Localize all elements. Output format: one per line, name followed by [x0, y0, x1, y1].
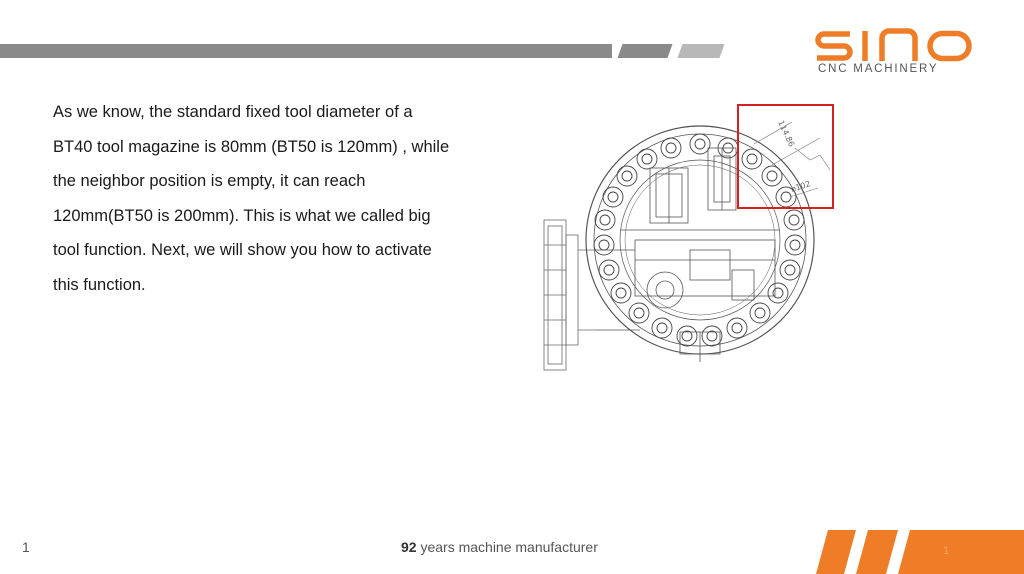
footer-page-number: 1 [22, 539, 30, 555]
footer-tagline-text: years machine manufacturer [416, 539, 598, 555]
dimension-label-114: 114.86 [776, 119, 797, 149]
header-bar-segment [617, 44, 672, 58]
dimension-label-102: ⌀102 [789, 179, 812, 194]
footer-tagline-bold: 92 [401, 539, 417, 555]
tool-magazine-drawing [540, 100, 840, 375]
logo-subtitle: CNC MACHINERY [818, 63, 939, 75]
footer-page-number-right: 1 [943, 545, 950, 557]
footer-orange-stripes [810, 530, 1024, 574]
slide-body-text: As we know, the standard fixed tool diameter of a BT40 tool magazine is 80mm (BT50 is 120mm) , while the neighbor position is empty, it can reach 120mm(BT50 is 200mm). This is what we called big tool function. Next, we will show you how to activate this function. [53, 103, 450, 294]
footer-tagline [401, 539, 598, 555]
header-bar [0, 44, 612, 58]
header-bar-segment-light [677, 44, 724, 58]
